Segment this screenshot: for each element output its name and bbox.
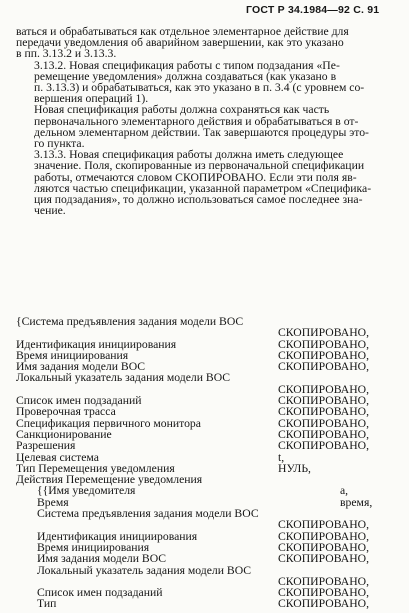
spec-row [16, 406, 406, 417]
spec-field-name: Локальный указатель задания модели ВОС [37, 563, 252, 577]
paragraph-line: ция подзадания», то должно использоваться самое последнее зна- [34, 193, 363, 207]
spec-field-name: Имя задания модели ВОС [16, 360, 146, 374]
paragraph-line: вершения операций 1). [34, 92, 149, 106]
spec-field-name: Действия Перемещение уведомления [16, 473, 203, 487]
spec-field-value: СКОПИРОВАНО, [278, 405, 370, 419]
spec-field-value: СКОПИРОВАНО, [278, 348, 370, 362]
paragraph-line: ваться и обрабатываться как отдельное элементарное действие для [16, 25, 349, 38]
page-header: ГОСТ Р 34.1984—92 С. 91 [246, 4, 380, 16]
spec-field-name: Список имен подзаданий [37, 586, 163, 600]
spec-field-value: СКОПИРОВАНО, [278, 326, 370, 340]
paragraph [16, 26, 396, 60]
spec-field-value: a, [340, 484, 349, 498]
spec-row [16, 553, 406, 564]
spec-field-value: СКОПИРОВАНО, [278, 529, 370, 543]
paragraph-line: ляются частью спецификации, указанной параметром «Специфика- [34, 181, 372, 195]
body-text [16, 26, 396, 216]
paragraph [16, 60, 396, 105]
paragraph-line: чение. [34, 204, 66, 218]
spec-field-value: СКОПИРОВАНО, [278, 360, 370, 374]
paragraph-line: работы, отмечаются словом СКОПИРОВАНО. Если эти поля яв- [34, 170, 357, 184]
spec-field-value: СКОПИРОВАНО, [278, 394, 370, 408]
paragraph-line: передачи уведомления об аварийном завершении, как это указано [16, 36, 344, 50]
paragraph-line: в пп. 3.13.2 и 3.13.3. [16, 47, 117, 61]
spec-field-name: Целевая система [16, 450, 99, 464]
paragraph-line: значение. Поля, скопированные из первоначальной спецификации [34, 159, 365, 173]
job-specification-listing [16, 316, 406, 610]
paragraph-line: п. 3.13.3) и обрабатываться, как это указано в п. 3.4 (с уровнем со- [34, 81, 365, 95]
spec-field-name: Система предъявления задания модели ВОС [37, 507, 259, 521]
spec-field-value: СКОПИРОВАНО, [278, 439, 370, 453]
paragraph-line: го пункта. [34, 137, 85, 151]
spec-field-name: Санкционирование [16, 427, 112, 441]
spec-field-name: Разрешения [16, 439, 76, 453]
spec-field-name: Проверочная трасса [16, 405, 116, 419]
spec-row [16, 598, 406, 609]
paragraph-line: дельном элементарном действии. Так завершаются процедуры это- [34, 125, 369, 139]
spec-field-name: Имя задания модели ВОС [37, 552, 167, 566]
spec-field-value: СКОПИРОВАНО, [278, 382, 370, 396]
paragraph [16, 149, 396, 216]
spec-field-name: {{Имя уведомителя [37, 484, 136, 498]
spec-field-value: время, [340, 495, 373, 509]
paragraph-line: 3.13.2. Новая спецификация работы с типом подзадания «Пе- [34, 58, 340, 72]
spec-field-value: СКОПИРОВАНО, [278, 337, 370, 351]
paragraph-line: Новая спецификация работы должна сохраняться как часть [34, 103, 330, 117]
spec-field-value: СКОПИРОВАНО, [278, 427, 370, 441]
spec-field-value: СКОПИРОВАНО, [278, 552, 370, 566]
spec-field-name: Идентификация инициирования [37, 529, 198, 543]
spec-field-value: СКОПИРОВАНО, [278, 586, 370, 600]
spec-field-name: Время инициирования [16, 348, 129, 362]
spec-field-name: Список имен подзаданий [16, 394, 142, 408]
spec-field-value: СКОПИРОВАНО, [278, 574, 370, 588]
spec-row [16, 519, 406, 530]
spec-field-name: Тип Перемещения уведомления [16, 461, 175, 475]
spec-field-name: Спецификация первичного монитора [16, 416, 201, 430]
spec-field-value: t, [278, 450, 285, 464]
spec-field-name: Тип [37, 597, 57, 611]
spec-field-name: Время инициирования [37, 540, 150, 554]
spec-row [16, 440, 406, 451]
paragraph-line: ремещение уведомления» должна создаваться (как указано в [34, 69, 337, 83]
spec-field-value: СКОПИРОВАНО, [278, 540, 370, 554]
spec-field-value: СКОПИРОВАНО, [278, 518, 370, 532]
spec-field-name: Время [37, 495, 69, 509]
paragraph [16, 104, 396, 149]
spec-field-name: {Система предъявления задания модели ВОС [16, 315, 244, 328]
paragraph-line: первоначального элементарного действия и обрабатываться в от- [34, 114, 359, 128]
paragraph-line: 3.13.3. Новая спецификация работы должна иметь следующее [34, 148, 344, 162]
spec-field-name: Идентификация инициирования [16, 337, 177, 351]
spec-field-name: Локальный указатель задания модели ВОС [16, 371, 231, 385]
spec-field-value: НУЛЬ, [278, 461, 311, 475]
spec-row [16, 327, 406, 338]
spec-field-value: СКОПИРОВАНО, [278, 416, 370, 430]
spec-field-value: СКОПИРОВАНО, [278, 597, 370, 611]
